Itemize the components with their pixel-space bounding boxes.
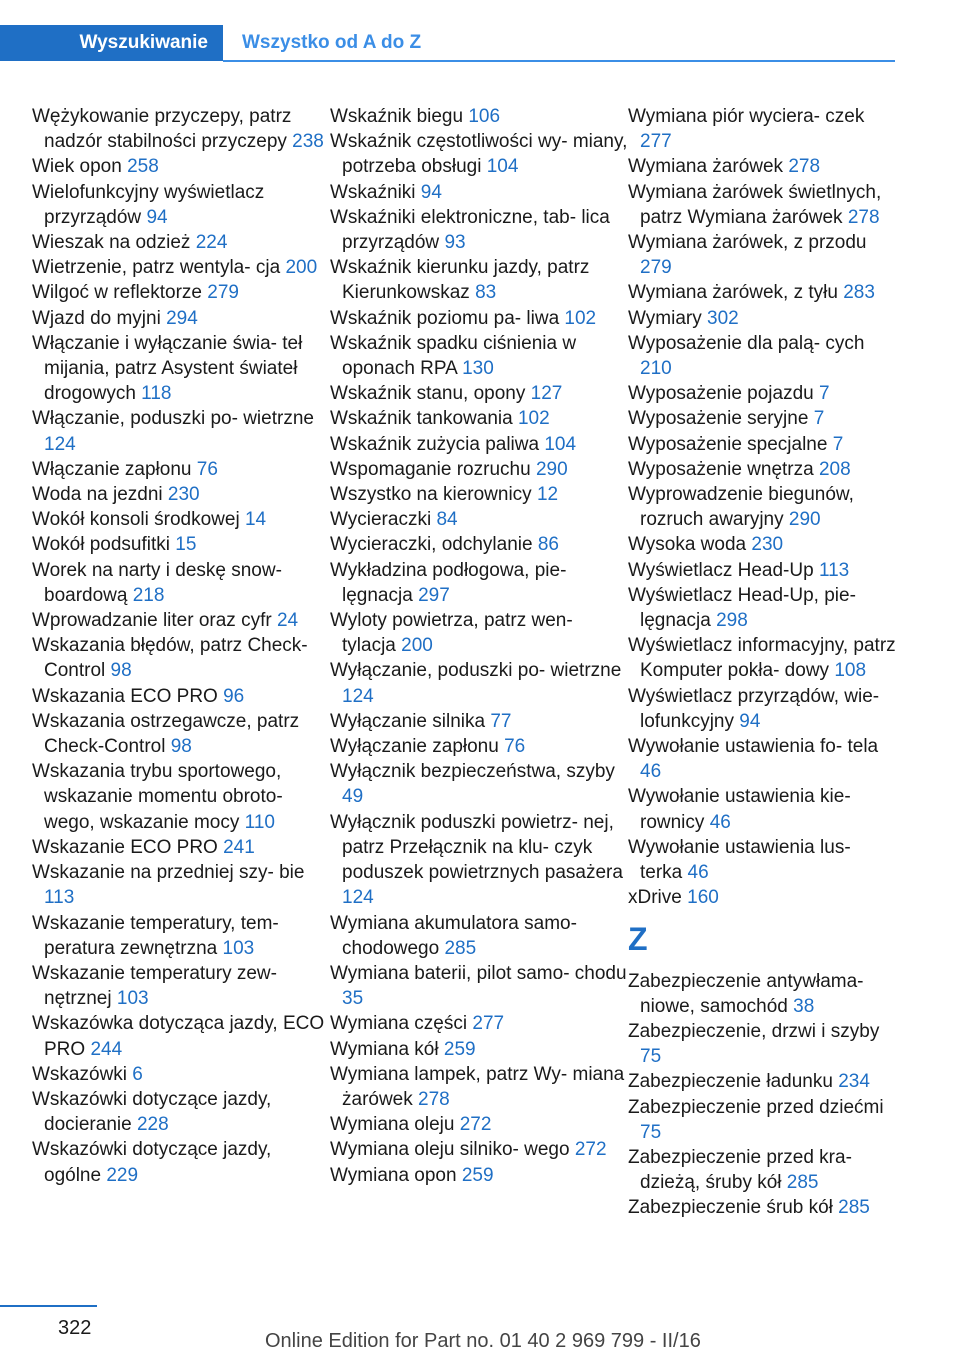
entry-text: Wskaźniki xyxy=(330,181,416,203)
entry-page-link[interactable]: 104 xyxy=(544,433,577,455)
entry-page-link[interactable]: 230 xyxy=(167,484,200,506)
index-entry xyxy=(32,457,332,482)
index-entry xyxy=(628,969,898,1019)
entry-page-link[interactable]: 160 xyxy=(687,887,719,909)
entry-page-link[interactable]: 278 xyxy=(847,206,880,228)
index-entry xyxy=(32,911,332,961)
index-entry xyxy=(628,180,898,230)
entry-page-link[interactable]: 14 xyxy=(244,509,267,531)
entry-text: Wyprowadzenie biegunów, rozruch awaryjny xyxy=(628,484,854,531)
index-entry xyxy=(330,1137,630,1162)
tab-wszystko-od-a-do-z[interactable]: Wszystko od A do Z xyxy=(242,32,422,53)
index-entry xyxy=(330,306,630,331)
entry-text: Wiek opon xyxy=(32,156,122,178)
entry-page-link[interactable]: 46 xyxy=(709,811,731,833)
entry-page-link[interactable]: 285 xyxy=(838,1197,870,1219)
index-entry xyxy=(32,558,332,608)
entry-text: Wymiana oleju xyxy=(330,1114,455,1136)
entry-page-link[interactable]: 35 xyxy=(342,988,364,1010)
index-entry xyxy=(32,154,332,179)
entry-text: Wskazówki dotyczące jazdy, docieranie xyxy=(32,1088,272,1136)
entry-text: Wskazówki dotyczące jazdy, ogólne xyxy=(32,1139,272,1186)
index-entry xyxy=(628,633,898,683)
entry-text: Wywołanie ustawienia fo‐ tela xyxy=(628,736,879,758)
index-entry xyxy=(628,331,898,381)
index-entry xyxy=(628,280,898,305)
entry-page-link[interactable]: 259 xyxy=(461,1164,494,1186)
entry-text: Wskazanie temperatury zew‐ nętrznej xyxy=(32,962,277,1010)
entry-text: Wyświetlacz Head-Up xyxy=(628,559,814,581)
index-entry xyxy=(628,532,898,557)
entry-text: Wskazania ostrzegawcze, patrz Check-Control xyxy=(32,710,300,758)
entry-page-link[interactable]: 106 xyxy=(468,106,501,127)
entry-text: Wieszak na odzież xyxy=(32,232,191,254)
index-entry xyxy=(628,230,898,280)
index-entry xyxy=(330,608,630,658)
index-entry xyxy=(32,532,332,557)
entry-page-link[interactable]: 77 xyxy=(490,710,512,732)
entry-page-link[interactable]: 24 xyxy=(276,610,299,632)
index-entry xyxy=(32,507,332,532)
index-entry xyxy=(330,255,630,305)
entry-page-link[interactable]: 272 xyxy=(574,1139,607,1161)
entry-text: Wyposażenie pojazdu xyxy=(628,383,814,405)
entry-text: Wymiana oleju silniko‐ wego xyxy=(330,1139,570,1161)
entry-text: Wskaźnik kierunku jazdy, patrz Kierunkowskaz xyxy=(330,257,590,304)
entry-text: Wjazd do myjni xyxy=(32,307,161,329)
entry-page-link[interactable]: 75 xyxy=(640,1121,662,1143)
entry-page-link[interactable]: 230 xyxy=(751,534,784,556)
entry-page-link[interactable]: 7 xyxy=(819,383,830,405)
entry-text: Wyłącznik bezpieczeństwa, szyby xyxy=(330,761,615,783)
entry-text: Wymiana żarówek świetlnych, patrz Wymiana żarówek xyxy=(628,181,882,228)
entry-text: Wprowadzanie liter oraz cyfr xyxy=(32,610,272,632)
entry-text: Zabezpieczenie śrub kół xyxy=(628,1197,833,1219)
entry-text: Wyloty powietrza, patrz wen‐ tylacja xyxy=(330,610,573,657)
entry-page-link[interactable]: 210 xyxy=(640,358,672,380)
entry-text: Wymiana opon xyxy=(330,1164,457,1186)
index-entry xyxy=(330,1112,630,1137)
index-entry xyxy=(32,230,332,255)
index-entry xyxy=(628,558,898,583)
index-entry xyxy=(628,457,898,482)
entry-text: Wymiana części xyxy=(330,1013,468,1035)
entry-page-link[interactable]: 83 xyxy=(475,282,497,304)
entry-page-link[interactable]: 46 xyxy=(687,862,709,884)
index-entry xyxy=(628,1195,898,1220)
entry-text: Wymiary xyxy=(628,307,702,329)
entry-page-link[interactable]: 110 xyxy=(244,811,275,833)
entry-text: Zabezpieczenie antywłama‐ niowe, samochód xyxy=(628,970,864,1017)
entry-page-link[interactable]: 94 xyxy=(739,710,761,732)
index-entry xyxy=(32,709,332,759)
index-entry xyxy=(32,104,332,154)
entry-page-link[interactable]: 124 xyxy=(44,433,76,455)
entry-page-link[interactable]: 278 xyxy=(788,156,821,178)
index-entry xyxy=(32,961,332,1011)
entry-page-link[interactable]: 38 xyxy=(793,995,815,1017)
entry-text: Wskaźnik stanu, opony xyxy=(330,383,526,405)
entry-text: Wymiana kół xyxy=(330,1038,439,1060)
entry-page-link[interactable]: 279 xyxy=(640,257,672,279)
index-entry xyxy=(330,734,630,759)
index-entry xyxy=(330,406,630,431)
entry-text: Wężykowanie przyczepy, patrz nadzór stabilności przyczepy xyxy=(32,106,292,153)
index-entry xyxy=(330,205,630,255)
index-entry xyxy=(628,1095,898,1145)
entry-text: Wymiana baterii, pilot samo‐ chodu xyxy=(330,962,627,984)
entry-text: Wspomaganie rozruchu xyxy=(330,458,531,480)
index-entry xyxy=(32,180,332,230)
entry-page-link[interactable]: 290 xyxy=(535,458,568,480)
index-entry xyxy=(32,1062,332,1087)
entry-text: Wskazanie na przedniej szy‐ bie xyxy=(32,862,305,884)
index-entry xyxy=(330,558,630,608)
entry-page-link[interactable]: 234 xyxy=(838,1071,870,1093)
entry-text: Worek na narty i deskę snow‐ boardową xyxy=(32,559,282,606)
entry-text: Wyświetlacz Head-Up, pie‐ lęgnacja xyxy=(628,584,856,632)
entry-page-link[interactable]: 94 xyxy=(146,206,168,228)
entry-text: Wymiana żarówek, z przodu xyxy=(628,232,867,254)
index-entry xyxy=(330,1011,630,1036)
entry-text: Wskazania ECO PRO xyxy=(32,685,218,707)
entry-text: Wokół podsufitki xyxy=(32,534,170,556)
entry-page-link[interactable]: 297 xyxy=(418,584,450,606)
entry-text: Wywołanie ustawienia lus‐ terka xyxy=(628,836,851,884)
entry-page-link[interactable]: 277 xyxy=(472,1013,505,1035)
page-number: 322 xyxy=(58,1317,92,1339)
index-entry xyxy=(32,684,332,709)
entry-page-link[interactable]: 7 xyxy=(832,433,844,455)
entry-text: Wyłączanie silnika xyxy=(330,710,486,732)
index-entry xyxy=(32,331,332,407)
entry-text: Wietrzenie, patrz wentyla‐ cja xyxy=(32,257,281,279)
section-letter-z: Z xyxy=(628,920,648,957)
index-entry xyxy=(628,306,898,331)
entry-page-link[interactable]: 86 xyxy=(537,534,559,556)
entry-text: Wyłączanie, poduszki po‐ wietrzne xyxy=(330,660,622,682)
entry-text: Wymiana żarówek, z tyłu xyxy=(628,282,838,304)
index-entry xyxy=(32,1137,332,1187)
index-entry xyxy=(32,608,332,633)
entry-page-link[interactable]: 224 xyxy=(195,232,228,254)
entry-page-link[interactable]: 15 xyxy=(175,534,197,556)
entry-page-link[interactable]: 302 xyxy=(707,307,739,329)
entry-text: Wskazówki xyxy=(32,1063,128,1085)
entry-text: Zabezpieczenie przed kra‐ dzieżą, śruby kół xyxy=(628,1146,852,1194)
entry-text: Włączanie zapłonu xyxy=(32,458,192,480)
entry-page-link[interactable]: 272 xyxy=(459,1114,492,1136)
entry-page-link[interactable]: 96 xyxy=(223,685,245,707)
entry-page-link[interactable]: 285 xyxy=(786,1172,819,1194)
entry-page-link[interactable]: 108 xyxy=(834,660,867,682)
entry-page-link[interactable]: 84 xyxy=(436,509,458,531)
index-entry xyxy=(32,1087,332,1137)
entry-text: Wyposażenie specjalne xyxy=(628,433,828,455)
entry-page-link[interactable]: 76 xyxy=(196,458,218,480)
entry-text: Wyświetlacz przyrządów, wie‐ lofunkcyjny xyxy=(628,685,880,732)
entry-text: Wskaźnik spadku ciśnienia w oponach RPA xyxy=(330,332,577,380)
entry-text: Wymiana piór wyciera‐ czek xyxy=(628,106,865,127)
entry-page-link[interactable]: 259 xyxy=(443,1038,476,1060)
index-entry xyxy=(32,482,332,507)
index-entry xyxy=(628,1069,898,1094)
entry-page-link[interactable]: 103 xyxy=(116,988,149,1010)
entry-text: Wycieraczki, odchylanie xyxy=(330,534,533,556)
index-entry xyxy=(330,911,630,961)
entry-page-link[interactable]: 124 xyxy=(342,887,374,909)
entry-text: Zabezpieczenie, drzwi i szyby xyxy=(628,1020,880,1042)
header xyxy=(0,25,895,63)
entry-text: xDrive xyxy=(628,887,682,909)
entry-text: Wymiana lampek, patrz Wy‐ miana żarówek xyxy=(330,1063,625,1110)
entry-text: Wskaźnik poziomu pa‐ liwa xyxy=(330,307,560,329)
entry-page-link[interactable]: 228 xyxy=(136,1114,169,1136)
entry-page-link[interactable]: 127 xyxy=(530,383,563,405)
index-entry xyxy=(330,1163,630,1188)
entry-page-link[interactable]: 200 xyxy=(401,635,433,657)
index-entry xyxy=(32,633,332,683)
index-entry xyxy=(628,406,898,431)
entry-page-link[interactable]: 290 xyxy=(788,509,821,531)
index-entry xyxy=(32,306,332,331)
entry-page-link[interactable]: 229 xyxy=(106,1164,139,1186)
entry-text: Wskaźnik tankowania xyxy=(330,408,513,430)
entry-page-link[interactable]: 244 xyxy=(90,1038,123,1060)
index-entry xyxy=(330,658,630,708)
index-entry xyxy=(32,860,332,910)
entry-text: Wokół konsoli środkowej xyxy=(32,509,240,531)
index-entry xyxy=(628,835,898,885)
entry-page-link[interactable]: 7 xyxy=(813,408,825,430)
entry-text: Wykładzina podłogowa, pie‐ lęgnacja xyxy=(330,559,567,606)
entry-text: Wyświetlacz informacyjny, patrz Komputer pokła‐ dowy xyxy=(628,635,896,682)
index-entry xyxy=(330,457,630,482)
entry-page-link[interactable]: 76 xyxy=(504,736,526,758)
entry-page-link[interactable]: 200 xyxy=(285,257,318,279)
entry-page-link[interactable]: 98 xyxy=(170,736,192,758)
entry-page-link[interactable]: 285 xyxy=(444,937,477,959)
index-entry xyxy=(330,180,630,205)
entry-text: Wskazanie ECO PRO xyxy=(32,836,218,858)
entry-page-link[interactable]: 130 xyxy=(462,358,494,380)
entry-text: Wyłączanie zapłonu xyxy=(330,736,499,758)
index-entry xyxy=(330,961,630,1011)
edition-note: Online Edition for Part no. 01 40 2 969 799 - II/16 xyxy=(265,1330,701,1352)
entry-page-link[interactable]: 98 xyxy=(110,660,132,682)
entry-page-link[interactable]: 6 xyxy=(132,1063,143,1085)
index-entry xyxy=(628,784,898,834)
index-entry xyxy=(330,810,630,911)
entry-text: Wywołanie ustawienia kie‐ rownicy xyxy=(628,786,851,833)
entry-page-link[interactable]: 102 xyxy=(517,408,550,430)
entry-page-link[interactable]: 208 xyxy=(818,458,851,480)
section-z-entries xyxy=(628,969,898,1221)
index-entry xyxy=(330,482,630,507)
entry-text: Włączanie, poduszki po‐ wietrzne xyxy=(32,408,314,430)
entry-page-link[interactable]: 103 xyxy=(222,937,255,959)
index-entry xyxy=(628,482,898,532)
entry-page-link[interactable]: 113 xyxy=(818,559,850,581)
entry-text: Wymiana akumulatora samo‐ chodowego xyxy=(330,912,577,959)
entry-page-link[interactable]: 75 xyxy=(640,1046,662,1068)
entry-text: Wszystko na kierownicy xyxy=(330,484,532,506)
index-entry xyxy=(628,154,898,179)
entry-page-link[interactable]: 218 xyxy=(132,584,165,606)
index-column-2 xyxy=(330,104,630,1188)
entry-text: Wskazania trybu sportowego, wskazanie momentu obroto‐ wego, wskazanie mocy xyxy=(32,761,283,833)
tab-wyszukiwanie[interactable]: Wyszukiwanie xyxy=(0,25,223,61)
index-entry xyxy=(628,1019,898,1069)
entry-text: Wyposażenie seryjne xyxy=(628,408,809,430)
index-entry xyxy=(628,104,898,154)
entry-text: Wskaźnik częstotliwości wy‐ miany, potrzeba obsługi xyxy=(330,131,628,178)
entry-text: Włączanie i wyłączanie świa‐ teł mijania, patrz Asystent świateł drogowych xyxy=(32,332,303,405)
entry-text: Woda na jezdni xyxy=(32,484,163,506)
entry-page-link[interactable]: 94 xyxy=(420,181,442,203)
entry-page-link[interactable]: 102 xyxy=(564,307,597,329)
entry-page-link[interactable]: 283 xyxy=(843,282,875,304)
index-entry xyxy=(628,684,898,734)
index-entry xyxy=(32,255,332,280)
entry-text: Zabezpieczenie ładunku xyxy=(628,1071,833,1093)
index-entry xyxy=(330,104,630,129)
index-entry xyxy=(628,381,898,406)
entry-text: Wskazanie temperatury, tem‐ peratura zewnętrzna xyxy=(32,912,279,959)
entry-page-link[interactable]: 298 xyxy=(716,610,748,632)
index-entry xyxy=(330,1037,630,1062)
entry-text: Wycieraczki xyxy=(330,509,432,531)
index-entry xyxy=(32,835,332,860)
index-column-3-entries xyxy=(628,104,898,911)
index-entry xyxy=(32,759,332,835)
index-entry xyxy=(330,129,630,179)
entry-text: Wymiana żarówek xyxy=(628,156,784,178)
index-entry xyxy=(628,1145,898,1195)
index-entry xyxy=(330,709,630,734)
entry-page-link[interactable]: 294 xyxy=(166,307,198,329)
index-entry xyxy=(330,1062,630,1112)
entry-text: Wyposażenie wnętrza xyxy=(628,458,814,480)
entry-page-link[interactable]: 278 xyxy=(418,1088,450,1110)
index-column-3 xyxy=(628,104,898,1221)
entry-page-link[interactable]: 124 xyxy=(342,685,374,707)
index-entry xyxy=(628,583,898,633)
entry-page-link[interactable]: 93 xyxy=(444,232,466,254)
entry-text: Wielofunkcyjny wyświetlacz przyrządów xyxy=(32,181,265,228)
index-entry xyxy=(330,331,630,381)
entry-text: Zabezpieczenie przed dziećmi xyxy=(628,1096,884,1118)
index-entry xyxy=(330,507,630,532)
entry-text: Wyłącznik poduszki powietrz‐ nej, patrz Przełącznik na klu‐ czyk poduszek powietrznych pasażera xyxy=(330,811,623,884)
entry-page-link[interactable]: 12 xyxy=(536,484,559,506)
entry-page-link[interactable]: 113 xyxy=(44,887,75,909)
index-entry xyxy=(330,759,630,809)
index-entry xyxy=(330,532,630,557)
entry-page-link[interactable]: 104 xyxy=(486,156,519,178)
entry-text: Wyposażenie dla palą‐ cych xyxy=(628,332,865,354)
entry-text: Wysoka woda xyxy=(628,534,747,556)
index-entry xyxy=(32,1011,332,1061)
entry-page-link[interactable]: 46 xyxy=(640,761,662,783)
entry-page-link[interactable]: 241 xyxy=(223,836,255,858)
footer-rule xyxy=(0,1305,97,1307)
index-entry xyxy=(628,885,898,910)
index-entry xyxy=(32,280,332,305)
entry-page-link[interactable]: 279 xyxy=(207,282,239,304)
entry-page-link[interactable]: 277 xyxy=(640,131,672,153)
index-column-1 xyxy=(32,104,332,1188)
entry-text: Wskazówka dotycząca jazdy, ECO PRO xyxy=(32,1013,325,1060)
index-entry xyxy=(32,406,332,456)
entry-text: Wskaźnik biegu xyxy=(330,106,464,127)
entry-page-link[interactable]: 118 xyxy=(141,383,172,405)
header-rule xyxy=(223,60,895,62)
entry-page-link[interactable]: 258 xyxy=(127,156,159,178)
entry-page-link[interactable]: 49 xyxy=(342,786,364,808)
index-entry xyxy=(628,432,898,457)
entry-text: Wskaźniki elektroniczne, tab‐ lica przyrządów xyxy=(330,206,610,254)
index-entry xyxy=(330,381,630,406)
entry-text: Wskaźnik zużycia paliwa xyxy=(330,433,540,455)
index-entry xyxy=(330,432,630,457)
entry-page-link[interactable]: 238 xyxy=(292,131,324,153)
entry-text: Wilgoć w reflektorze xyxy=(32,282,202,304)
entry-text: Wskazania błędów, patrz Check-Control xyxy=(32,635,308,682)
index-entry xyxy=(628,734,898,784)
